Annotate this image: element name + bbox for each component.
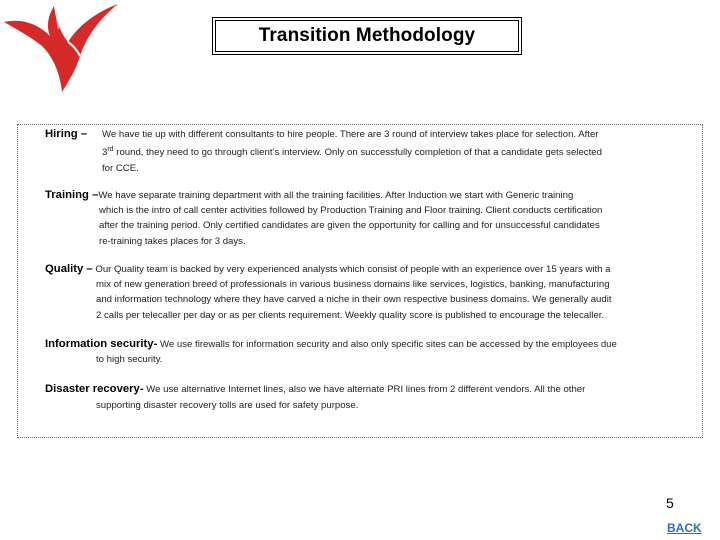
section-quality-line: 2 calls per telecaller per day or as per clients requirement. Weekly quality score is published to encourage the telecaller. bbox=[96, 309, 605, 321]
section-quality-line: and information technology where they have carved a niche in their own respective business domains. We generally audit bbox=[96, 294, 612, 306]
section-training-heading: Training – bbox=[45, 189, 99, 201]
section-infosec-line bbox=[45, 337, 617, 352]
section-infosec-body bbox=[96, 352, 162, 367]
section-hiring-body bbox=[102, 127, 602, 176]
page-number: 5 bbox=[666, 495, 674, 511]
section-quality-line bbox=[45, 262, 611, 277]
section-hiring-line bbox=[102, 142, 602, 161]
section-quality-line-text: Our Quality team is backed by very experienced analysts which consist of people with an experience over 15 years with a bbox=[92, 264, 611, 275]
section-hiring-line-rest: round, they need to go through client’s interview. Only on successfully completion of that a candidate gets selected bbox=[113, 147, 602, 159]
section-hiring-line: for CCE. bbox=[102, 163, 139, 174]
section-infosec-line: to high security. bbox=[96, 354, 163, 365]
section-quality-heading: Quality – bbox=[45, 263, 93, 275]
section-disaster-recovery bbox=[45, 382, 585, 397]
section-training-line: after the training period. Only certified candidates are given the opportunity for calling and for unsuccessful candidates bbox=[99, 220, 600, 232]
section-training-line-text: We have separate training department with all the training facilities. After Induction we start with Generic training bbox=[98, 190, 574, 201]
section-disaster-body bbox=[96, 398, 358, 413]
section-training bbox=[45, 188, 573, 203]
ordinal-suffix: rd bbox=[107, 146, 114, 154]
section-training-line: which is the intro of call center activities followed by Production Training and Floor training. Client conducts certification bbox=[99, 205, 603, 216]
section-disaster-line: supporting disaster recovery tolls are used for safety purpose. bbox=[96, 400, 359, 411]
section-training-line: re-training takes places for 3 days. bbox=[99, 235, 246, 247]
section-training-body bbox=[99, 203, 602, 249]
back-link[interactable]: BACK bbox=[667, 521, 702, 535]
title-box bbox=[212, 17, 522, 55]
section-hiring-line: We have tie up with different consultants to hire people. There are 3 round of interview takes place for selection. After bbox=[102, 129, 599, 140]
section-quality-body bbox=[96, 277, 612, 323]
ordinal-number: 3 bbox=[102, 147, 108, 159]
section-disaster-line-text: We use alternative Internet lines, also we have alternate PRI lines from 2 different vendors. All the other bbox=[143, 384, 586, 395]
section-disaster-heading: Disaster recovery- bbox=[45, 383, 144, 395]
section-quality bbox=[45, 262, 611, 277]
section-training-line bbox=[45, 188, 573, 203]
section-infosec-line-text: We use firewalls for information security and also only specific sites can be accessed by the employees due bbox=[157, 339, 617, 350]
section-quality-line: mix of new generation breed of professionals in various business domains like services, logistics, banking, manufacturing bbox=[96, 279, 610, 290]
section-infosec-heading: Information security- bbox=[45, 338, 158, 350]
page-title: Transition Methodology bbox=[258, 25, 476, 46]
section-hiring-heading: Hiring – bbox=[45, 128, 88, 140]
section-disaster-line bbox=[45, 382, 585, 397]
section-hiring bbox=[45, 127, 87, 142]
red-bird-logo-icon bbox=[2, 0, 120, 92]
section-information-security bbox=[45, 337, 617, 352]
